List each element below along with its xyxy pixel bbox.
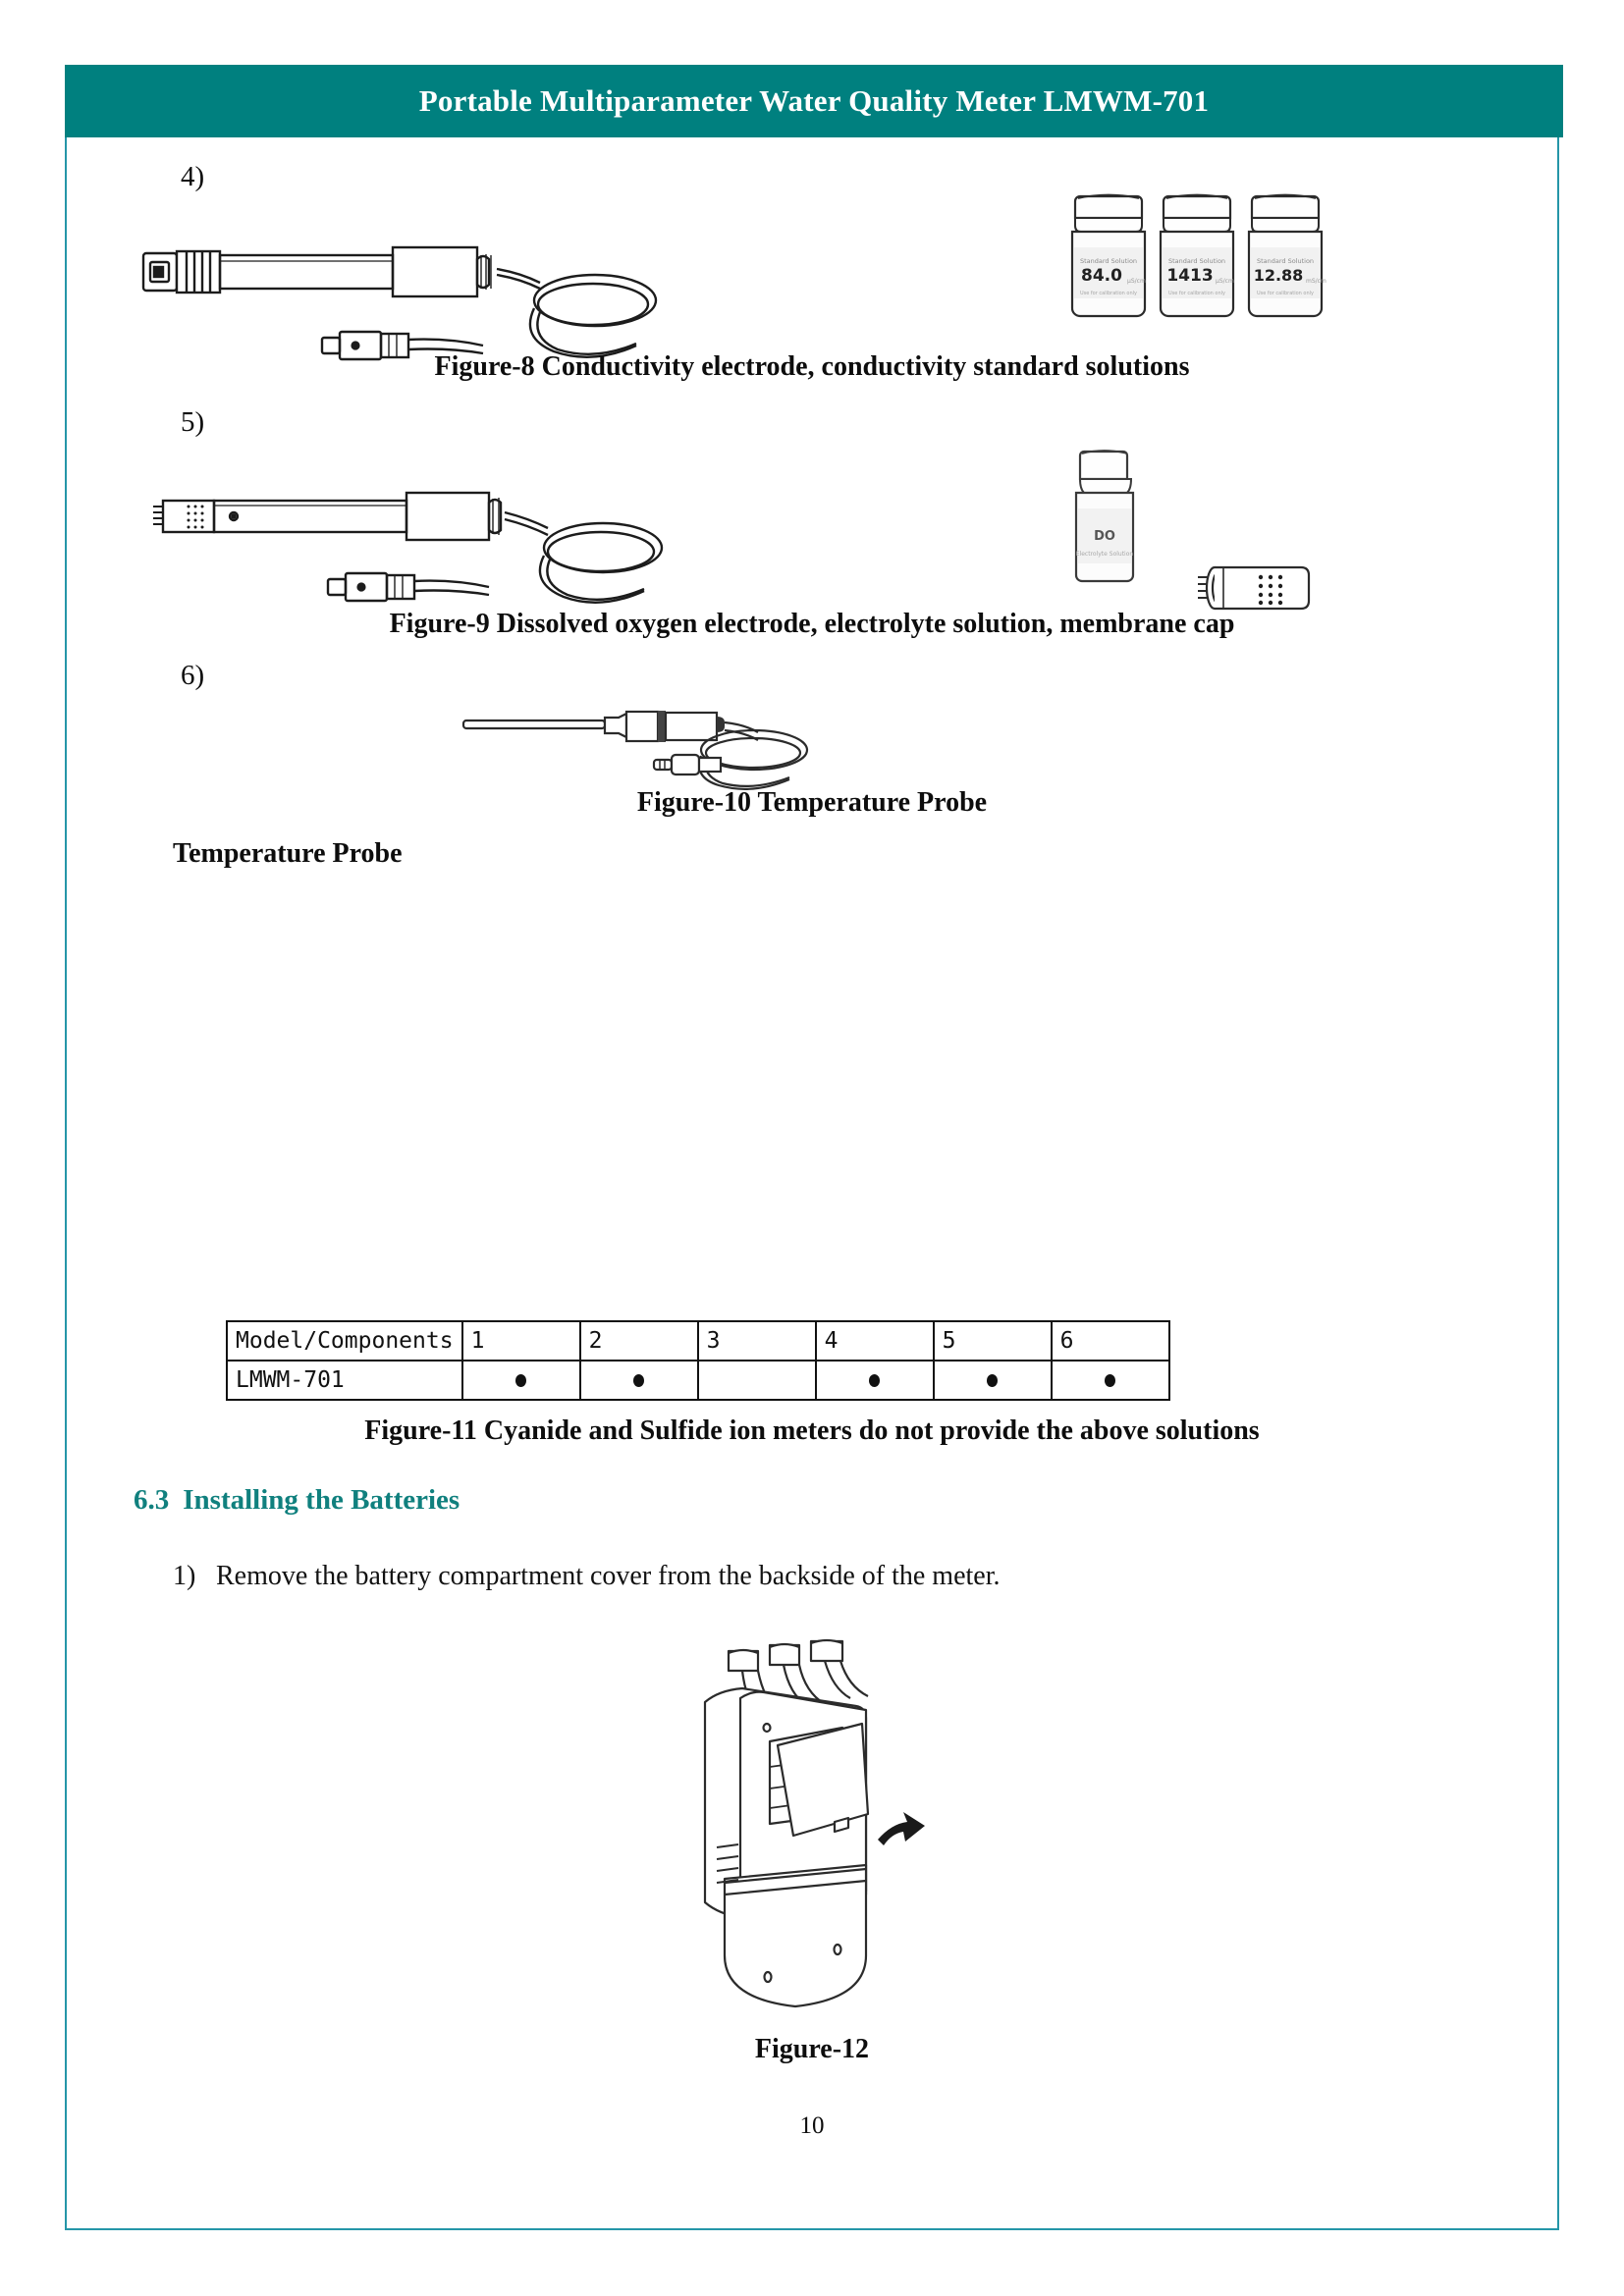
svg-text:Standard Solution: Standard Solution xyxy=(1167,257,1226,265)
meter-battery-compartment-figure xyxy=(676,1637,960,2030)
document-page xyxy=(65,65,1559,2230)
figure-8-caption: Figure-8 Conductivity electrode, conductivity standard solutions xyxy=(434,351,1190,382)
svg-text:Standard Solution: Standard Solution xyxy=(1079,257,1138,265)
model-components-table xyxy=(226,1320,1170,1401)
figure-11-caption: Figure-11 Cyanide and Sulfide ion meters do not provide the above solutions xyxy=(364,1415,1260,1446)
section-title: Installing the Batteries xyxy=(183,1484,460,1516)
table-header-6: 6 xyxy=(1052,1321,1169,1361)
table-cell-mark-3 xyxy=(698,1361,816,1400)
table-header-model: Model/Components xyxy=(227,1321,462,1361)
figure-9-caption: Figure-9 Dissolved oxygen electrode, electrolyte solution, membrane cap xyxy=(389,609,1235,639)
list-marker-4: 4) xyxy=(181,161,205,192)
table-header-1: 1 xyxy=(462,1321,580,1361)
svg-text:1413: 1413 xyxy=(1166,266,1214,286)
table-cell-model: LMWM-701 xyxy=(227,1361,462,1400)
direction-arrow xyxy=(878,1812,925,1845)
svg-text:µS/cm: µS/cm xyxy=(1127,278,1146,285)
bullet-dot xyxy=(515,1374,526,1387)
page-title: Portable Multiparameter Water Quality Meter LMWM-701 xyxy=(418,83,1210,118)
figure-12-caption: Figure-12 xyxy=(754,2034,870,2064)
table-cell-mark-1 xyxy=(462,1361,580,1400)
table-cell-mark-4 xyxy=(816,1361,934,1400)
table-cell-mark-6 xyxy=(1052,1361,1169,1400)
table-cell-mark-5 xyxy=(934,1361,1052,1400)
table-header-5: 5 xyxy=(934,1321,1052,1361)
svg-text:84.0: 84.0 xyxy=(1081,266,1122,286)
page-content xyxy=(67,139,1557,2228)
section-heading-6-3 xyxy=(134,1484,460,1517)
svg-text:Electrolyte Solution: Electrolyte Solution xyxy=(1075,551,1134,558)
page-header-banner xyxy=(65,65,1563,137)
table-header-3: 3 xyxy=(698,1321,816,1361)
svg-text:mS/cm: mS/cm xyxy=(1306,278,1326,285)
svg-text:µS/cm: µS/cm xyxy=(1216,278,1234,285)
table-row xyxy=(227,1361,1169,1400)
page-number: 10 xyxy=(799,2112,825,2139)
bullet-dot xyxy=(869,1374,880,1387)
conductivity-standard-solution-bottles xyxy=(1066,187,1331,334)
table-header-row xyxy=(227,1321,1169,1361)
table-header-4: 4 xyxy=(816,1321,934,1361)
svg-text:Standard Solution: Standard Solution xyxy=(1256,257,1315,265)
section-number: 6.3 xyxy=(134,1484,170,1516)
step-1-marker: 1) xyxy=(173,1561,196,1591)
svg-text:Use for calibration only: Use for calibration only xyxy=(1079,291,1138,296)
list-marker-5: 5) xyxy=(181,406,205,438)
svg-text:12.88: 12.88 xyxy=(1253,266,1304,285)
do-electrolyte-solution-bottle xyxy=(1058,444,1157,591)
step-1-text: Remove the battery compartment cover from the backside of the meter. xyxy=(216,1561,1001,1591)
svg-text:DO: DO xyxy=(1094,529,1115,544)
table-cell-mark-2 xyxy=(580,1361,698,1400)
list-marker-6: 6) xyxy=(181,660,205,691)
bullet-dot xyxy=(633,1374,644,1387)
bullet-dot xyxy=(987,1374,998,1387)
temperature-probe-heading: Temperature Probe xyxy=(173,838,403,869)
svg-text:Use for calibration only: Use for calibration only xyxy=(1167,291,1226,296)
bullet-dot xyxy=(1105,1374,1115,1387)
figure-10-caption: Figure-10 Temperature Probe xyxy=(636,787,988,818)
svg-text:Use for calibration only: Use for calibration only xyxy=(1256,291,1315,296)
dissolved-oxygen-electrode-figure xyxy=(149,463,679,620)
table-header-2: 2 xyxy=(580,1321,698,1361)
